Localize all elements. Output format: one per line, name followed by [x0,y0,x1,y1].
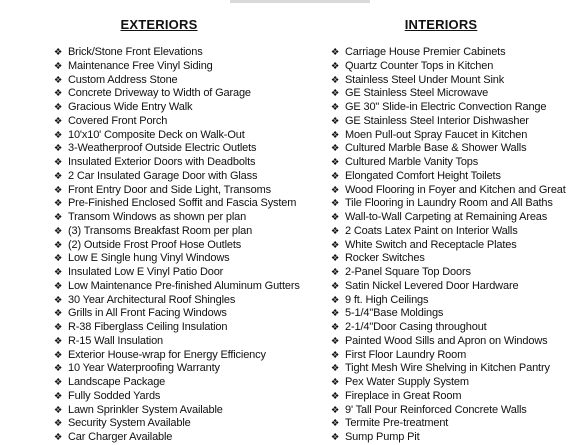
interiors-list-item [329,431,575,445]
diamond-bullet-icon: ❖ [53,74,63,86]
exteriors-item-text: Gracious Wide Entry Walk [68,101,193,113]
interiors-list-item [329,46,575,60]
interiors-item-text: 9' Tall Pour Reinforced Concrete Walls [345,403,527,416]
diamond-bullet-icon: ❖ [330,88,340,100]
diamond-bullet-icon: ❖ [330,60,340,72]
interiors-item-text: Sump Pump Pit [345,431,420,443]
exteriors-item-text: Custom Address Stone [68,73,178,86]
exteriors-item-text: Low Maintenance Pre-finished Aluminum Gutters [68,279,300,292]
interiors-list-item [329,349,575,363]
exteriors-list-item [52,115,322,129]
diamond-bullet-icon: ❖ [53,225,63,237]
exteriors-list-item [52,170,322,184]
diamond-bullet-icon: ❖ [330,74,340,86]
top-header-strip [230,0,370,3]
exteriors-list-item [52,307,322,321]
interiors-list-item [329,225,575,239]
interiors-item-text: Rocker Switches [345,252,425,265]
diamond-bullet-icon: ❖ [53,170,63,182]
diamond-bullet-icon: ❖ [53,157,63,168]
exteriors-list-item [52,211,322,225]
interiors-list-item [329,170,575,184]
diamond-bullet-icon: ❖ [330,212,340,223]
diamond-bullet-icon: ❖ [53,432,63,443]
diamond-bullet-icon: ❖ [330,143,340,155]
interiors-item-text: White Switch and Receptacle Plates [345,238,517,251]
interiors-item-text: Tile Flooring in Laundry Room and All Baths [345,197,553,210]
diamond-bullet-icon: ❖ [53,47,63,58]
interiors-list-item [329,335,575,349]
interiors-list-item [329,266,575,280]
diamond-bullet-icon: ❖ [53,363,63,375]
diamond-bullet-icon: ❖ [330,322,340,333]
exteriors-list-item [52,417,322,431]
interiors-list-item [329,101,575,115]
exteriors-list-item [52,335,322,349]
interiors-list-item [329,404,575,418]
diamond-bullet-icon: ❖ [53,418,63,430]
exteriors-list-item [52,74,322,88]
interiors-heading: INTERIORS [404,17,478,32]
interiors-list-item [329,362,575,376]
exteriors-item-text: (2) Outside Frost Proof Hose Outlets [68,238,242,251]
exteriors-item-text: 10 Year Waterproofing Warranty [68,362,220,375]
diamond-bullet-icon: ❖ [53,198,63,210]
interiors-list-item [329,211,575,225]
exteriors-item-text: Concrete Driveway to Width of Garage [68,87,251,100]
exteriors-list-item [52,46,322,60]
interiors-list-item [329,417,575,431]
interiors-item-text: GE 30" Slide-in Electric Convection Range [345,101,547,113]
interiors-list-item [329,87,575,101]
exteriors-list-item [52,376,322,390]
interiors-list-item [329,74,575,88]
interiors-item-text: GE Stainless Steel Microwave [345,87,489,100]
exteriors-list-item [52,266,322,280]
diamond-bullet-icon: ❖ [53,390,63,402]
exteriors-item-text: 30 Year Architectural Roof Shingles [68,293,236,306]
diamond-bullet-icon: ❖ [53,280,63,292]
diamond-bullet-icon: ❖ [330,349,340,361]
diamond-bullet-icon: ❖ [330,198,340,210]
interiors-list-item [329,307,575,321]
diamond-bullet-icon: ❖ [330,129,340,141]
exteriors-list-item [52,321,322,335]
diamond-bullet-icon: ❖ [330,280,340,292]
exteriors-list-item [52,225,322,239]
diamond-bullet-icon: ❖ [330,418,340,430]
exteriors-item-text: Landscape Package [68,376,166,388]
exteriors-item-text: Insulated Exterior Doors with Deadbolts [68,156,256,168]
exteriors-item-text: R-38 Fiberglass Ceiling Insulation [68,321,228,333]
interiors-item-text: 2-1/4"Door Casing throughout [345,321,487,333]
exteriors-item-text: Low E Single hung Vinyl Windows [68,252,230,265]
exteriors-item-text: Transom Windows as shown per plan [68,211,247,223]
diamond-bullet-icon: ❖ [330,404,340,416]
interiors-item-text: Elongated Comfort Height Toilets [345,169,501,182]
interiors-list-item [329,252,575,266]
diamond-bullet-icon: ❖ [53,322,63,333]
diamond-bullet-icon: ❖ [53,115,63,127]
interiors-item-text: Stainless Steel Under Mount Sink [345,73,505,86]
interiors-item-text: Cultured Marble Base & Shower Walls [345,142,527,155]
interiors-item-text: Wood Flooring in Foyer and Kitchen and Great [345,183,566,196]
exteriors-item-text: 2 Car Insulated Garage Door with Glass [68,169,258,182]
interiors-list-item [329,184,575,198]
interiors-item-text: 9 ft. High Ceilings [345,293,429,306]
diamond-bullet-icon: ❖ [53,377,63,388]
diamond-bullet-icon: ❖ [53,294,63,306]
interiors-list-item [329,197,575,211]
interiors-list-item [329,294,575,308]
diamond-bullet-icon: ❖ [330,294,340,306]
exteriors-list-item [52,239,322,253]
interiors-list-item [329,376,575,390]
exteriors-item-text: Fully Sodded Yards [68,389,161,402]
diamond-bullet-icon: ❖ [330,308,340,320]
exteriors-item-text: 10'x10' Composite Deck on Walk-Out [68,128,245,141]
interiors-item-text: Moen Pull-out Spray Faucet in Kitchen [345,128,528,141]
diamond-bullet-icon: ❖ [330,335,340,347]
exteriors-item-text: Insulated Low E Vinyl Patio Door [68,266,224,278]
interiors-list-item [329,115,575,129]
interiors-list-item [329,156,575,170]
exteriors-list-item [52,280,322,294]
interiors-column [329,17,575,445]
exteriors-item-text: Car Charger Available [68,431,173,443]
diamond-bullet-icon: ❖ [330,432,340,443]
diamond-bullet-icon: ❖ [53,349,63,361]
interiors-item-text: Tight Mesh Wire Shelving in Kitchen Pantry [345,362,550,375]
exteriors-item-text: Front Entry Door and Side Light, Transoms [68,183,271,196]
interiors-item-text: 2-Panel Square Top Doors [345,266,471,278]
interiors-item-text: Satin Nickel Levered Door Hardware [345,279,519,292]
exteriors-item-text: Brick/Stone Front Elevations [68,46,203,58]
exteriors-list-item [52,349,322,363]
exteriors-list-item [52,142,322,156]
diamond-bullet-icon: ❖ [330,102,340,113]
exteriors-list-item [52,252,322,266]
exteriors-list-item [52,431,322,445]
diamond-bullet-icon: ❖ [53,184,63,196]
exteriors-item-text: R-15 Wall Insulation [68,334,164,347]
exteriors-item-text: Exterior House-wrap for Energy Efficiency [68,348,266,361]
interiors-item-text: Quartz Counter Tops in Kitchen [345,59,494,72]
exteriors-item-text: Grills in All Front Facing Windows [68,307,227,320]
exteriors-item-text: Pre-Finished Enclosed Soffit and Fascia System [68,197,297,210]
interiors-list-item [329,60,575,74]
exteriors-item-text: (3) Transoms Breakfast Room per plan [68,224,253,237]
interiors-item-text: Painted Wood Sills and Apron on Windows [345,334,548,347]
interiors-item-text: Termite Pre-treatment [345,417,449,430]
exteriors-list-item [52,362,322,376]
diamond-bullet-icon: ❖ [53,308,63,320]
diamond-bullet-icon: ❖ [53,143,63,155]
diamond-bullet-icon: ❖ [53,129,63,141]
diamond-bullet-icon: ❖ [330,47,340,58]
interiors-list-item [329,142,575,156]
exteriors-list-item [52,404,322,418]
exteriors-column [52,17,322,445]
diamond-bullet-icon: ❖ [53,267,63,278]
diamond-bullet-icon: ❖ [53,88,63,100]
interiors-item-text: Wall-to-Wall Carpeting at Remaining Areas [345,211,548,223]
diamond-bullet-icon: ❖ [330,267,340,278]
diamond-bullet-icon: ❖ [53,404,63,416]
diamond-bullet-icon: ❖ [330,115,340,127]
diamond-bullet-icon: ❖ [53,335,63,347]
diamond-bullet-icon: ❖ [330,390,340,402]
diamond-bullet-icon: ❖ [330,225,340,237]
diamond-bullet-icon: ❖ [330,377,340,388]
exteriors-item-text: Covered Front Porch [68,114,168,127]
diamond-bullet-icon: ❖ [330,363,340,375]
diamond-bullet-icon: ❖ [53,60,63,72]
interiors-item-text: GE Stainless Steel Interior Dishwasher [345,114,529,127]
exteriors-list-item [52,390,322,404]
diamond-bullet-icon: ❖ [53,212,63,223]
interiors-item-text: Pex Water Supply System [345,376,469,388]
interiors-item-text: First Floor Laundry Room [345,348,467,361]
diamond-bullet-icon: ❖ [53,239,63,251]
exteriors-list-item [52,60,322,74]
interiors-list-item [329,239,575,253]
exteriors-list-item [52,156,322,170]
exteriors-item-text: Lawn Sprinkler System Available [68,403,223,416]
exteriors-heading: EXTERIORS [120,17,198,32]
interiors-item-text: 5-1/4"Base Moldings [345,307,444,320]
exteriors-item-text: Security System Available [68,417,191,430]
interiors-list-item [329,321,575,335]
interiors-list-item [329,390,575,404]
diamond-bullet-icon: ❖ [330,184,340,196]
exteriors-list-item [52,101,322,115]
diamond-bullet-icon: ❖ [330,157,340,168]
interiors-list [329,46,575,445]
interiors-list-item [329,129,575,143]
exteriors-item-text: Maintenance Free Vinyl Siding [68,59,213,72]
diamond-bullet-icon: ❖ [330,170,340,182]
exteriors-list-item [52,197,322,211]
exteriors-list [52,46,322,445]
interiors-item-text: Fireplace in Great Room [345,389,462,402]
diamond-bullet-icon: ❖ [330,239,340,251]
exteriors-list-item [52,184,322,198]
interiors-list-item [329,280,575,294]
exteriors-list-item [52,87,322,101]
diamond-bullet-icon: ❖ [330,253,340,265]
diamond-bullet-icon: ❖ [53,102,63,113]
interiors-item-text: Cultured Marble Vanity Tops [345,156,479,168]
interiors-item-text: Carriage House Premier Cabinets [345,46,506,58]
exteriors-list-item [52,294,322,308]
exteriors-item-text: 3-Weatherproof Outside Electric Outlets [68,142,257,155]
exteriors-list-item [52,129,322,143]
interiors-item-text: 2 Coats Latex Paint on Interior Walls [345,224,518,237]
diamond-bullet-icon: ❖ [53,253,63,265]
